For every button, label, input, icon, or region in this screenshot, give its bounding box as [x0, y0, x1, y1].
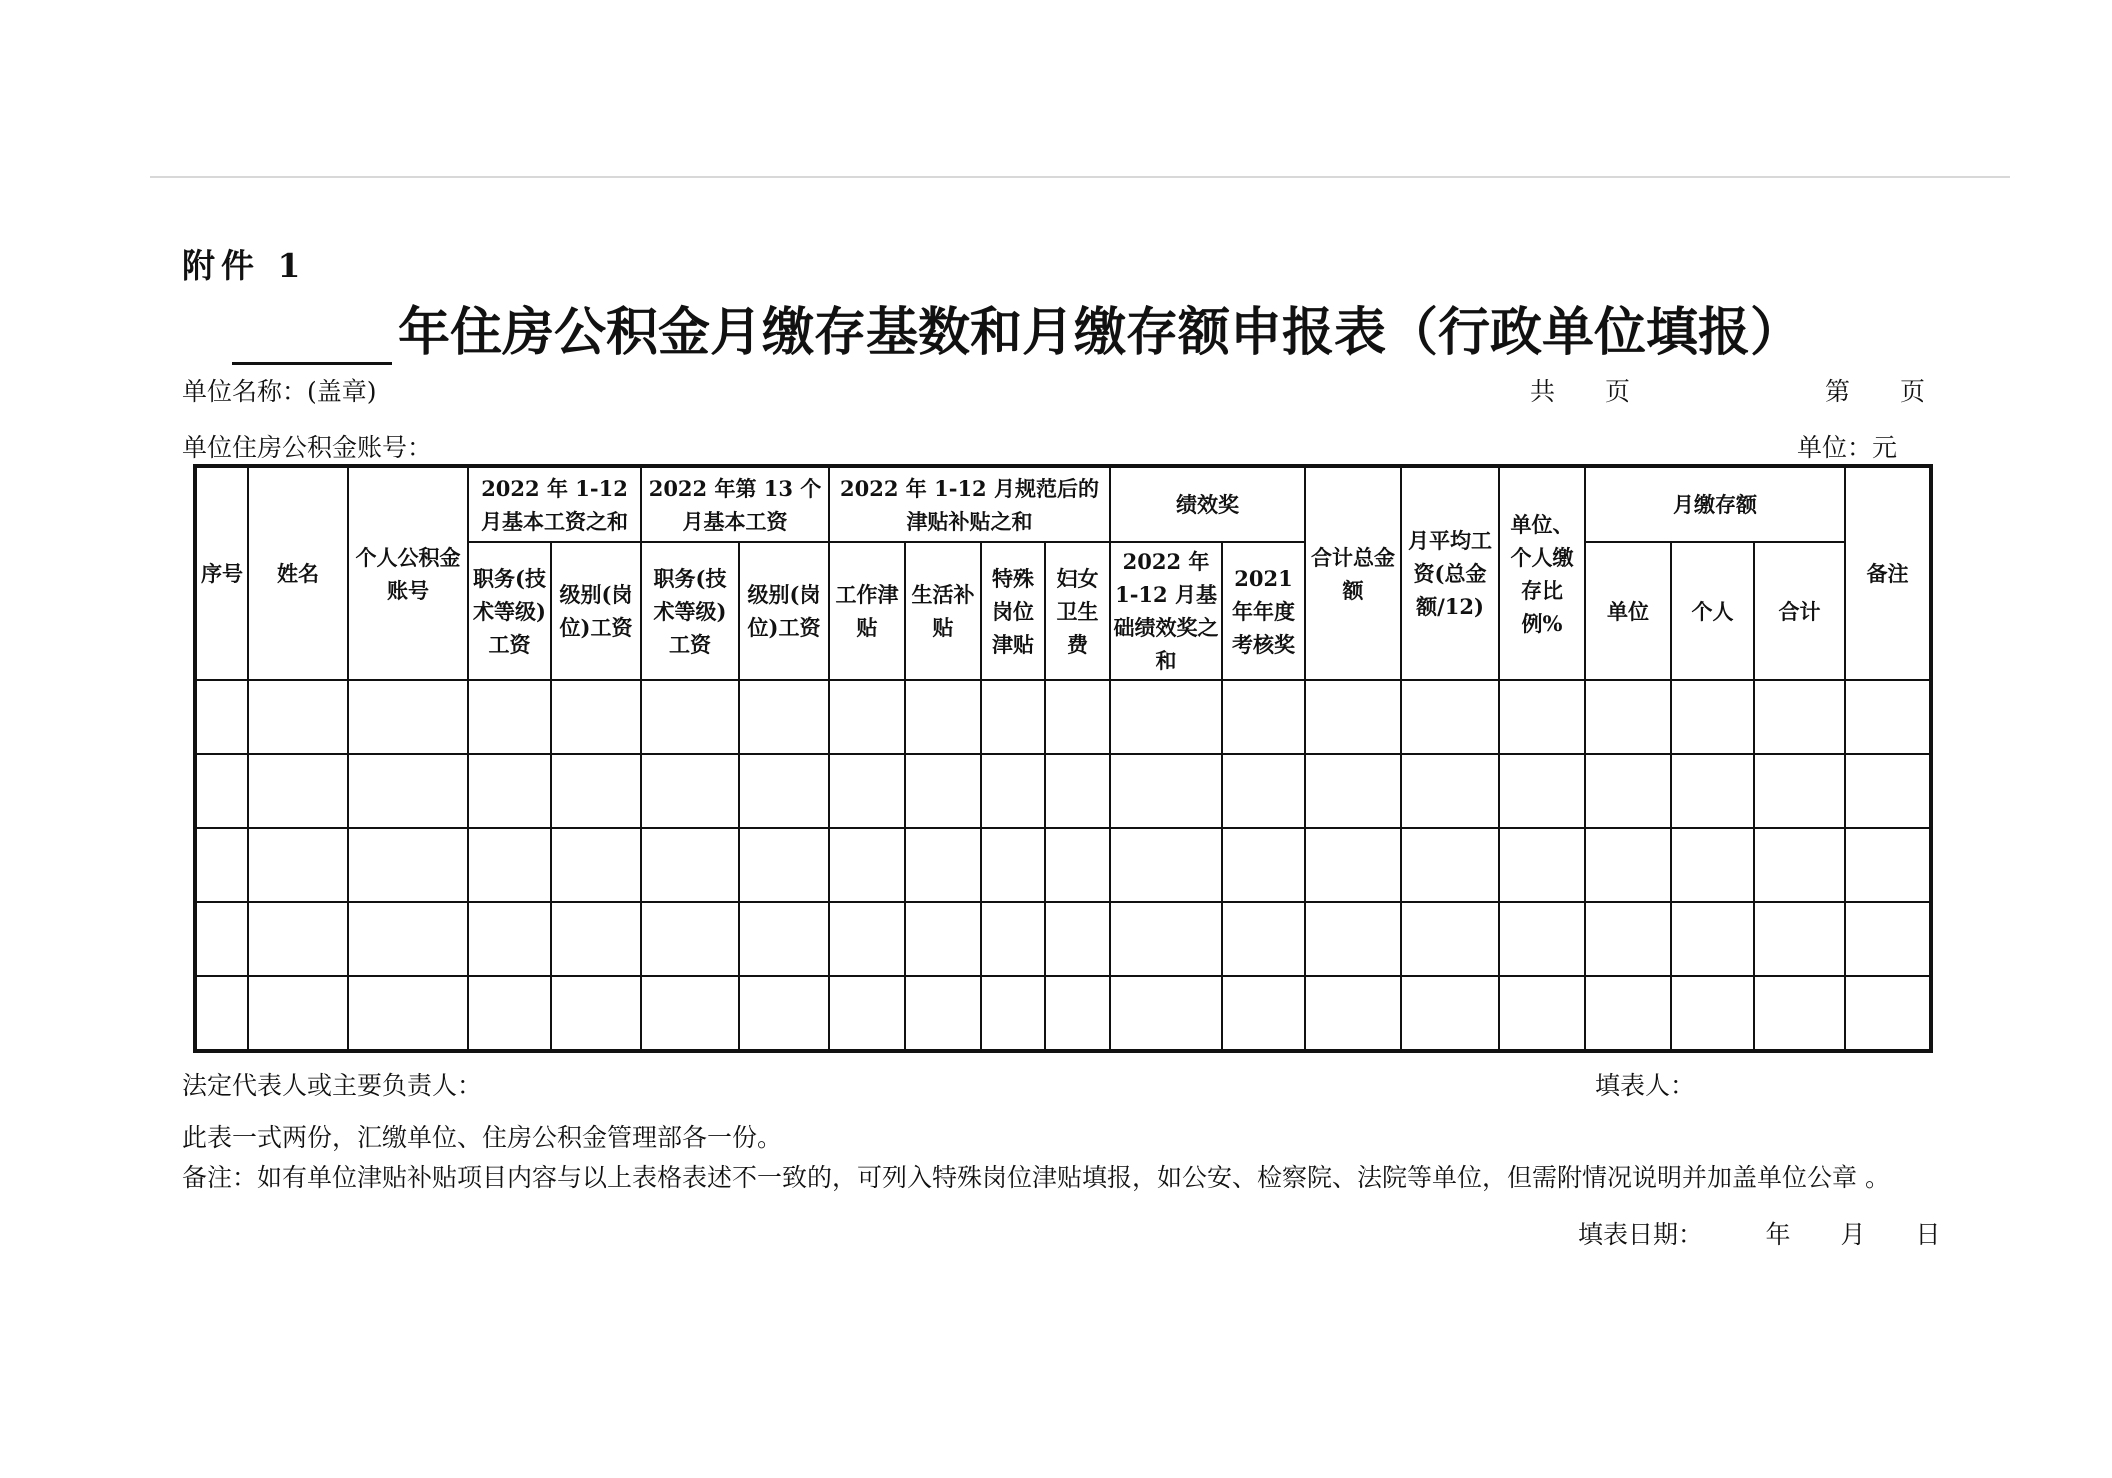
table-cell[interactable] — [981, 754, 1045, 828]
table-cell[interactable] — [1585, 680, 1671, 754]
header-allowances-group: 2022 年 1-12 月规范后的津贴补贴之和 — [829, 466, 1110, 542]
header-deposit-personal: 个人 — [1671, 542, 1754, 680]
table-cell[interactable] — [1305, 902, 1401, 976]
table-cell[interactable] — [1585, 828, 1671, 902]
table-cell[interactable] — [829, 828, 905, 902]
header-deposit-total: 合计 — [1754, 542, 1845, 680]
table-cell[interactable] — [348, 754, 468, 828]
table-cell[interactable] — [905, 754, 981, 828]
header-living-allowance: 生活补贴 — [905, 542, 981, 680]
table-cell[interactable] — [195, 754, 248, 828]
table-cell[interactable] — [1045, 680, 1110, 754]
table-cell[interactable] — [1754, 828, 1845, 902]
table-cell[interactable] — [1222, 828, 1305, 902]
table-cell[interactable] — [551, 976, 641, 1051]
table-cell[interactable] — [829, 976, 905, 1051]
header-13th-grade-salary: 级别(岗位)工资 — [739, 542, 829, 680]
table-cell[interactable] — [551, 754, 641, 828]
header-deposit-unit: 单位 — [1585, 542, 1671, 680]
table-cell[interactable] — [739, 828, 829, 902]
table-cell[interactable] — [905, 976, 981, 1051]
table-cell[interactable] — [1585, 902, 1671, 976]
table-cell[interactable] — [1671, 828, 1754, 902]
header-basic-bonus: 2022 年 1-12 月基础绩效奖之和 — [1110, 542, 1222, 680]
table-cell[interactable] — [1845, 680, 1931, 754]
table-cell[interactable] — [1110, 680, 1222, 754]
header-remarks: 备注 — [1845, 466, 1931, 680]
header-13th-position-salary: 职务(技术等级)工资 — [641, 542, 739, 680]
table-cell[interactable] — [1401, 976, 1499, 1051]
header-deposit-ratio: 单位、个人缴存比例% — [1499, 466, 1585, 680]
table-cell[interactable] — [1305, 680, 1401, 754]
table-cell[interactable] — [348, 976, 468, 1051]
table-cell[interactable] — [1401, 828, 1499, 902]
table-cell[interactable] — [1305, 828, 1401, 902]
table-cell[interactable] — [1754, 680, 1845, 754]
table-cell[interactable] — [1045, 828, 1110, 902]
remark-note: 备注：如有单位津贴补贴项目内容与以上表格表述不一致的，可列入特殊岗位津贴填报，如公安、检察院、法院等单位，但需附情况说明并加盖单位公章 。 — [182, 1163, 1890, 1192]
table-row — [195, 754, 1931, 828]
table-cell[interactable] — [348, 680, 468, 754]
table-cell[interactable] — [1845, 754, 1931, 828]
table-cell[interactable] — [1110, 902, 1222, 976]
table-cell[interactable] — [1754, 902, 1845, 976]
table-cell[interactable] — [1110, 754, 1222, 828]
table-cell[interactable] — [1499, 976, 1585, 1051]
table-cell[interactable] — [829, 902, 905, 976]
table-body — [195, 680, 1931, 1051]
header-women-health-fee: 妇女卫生费 — [1045, 542, 1110, 680]
table-cell[interactable] — [1754, 754, 1845, 828]
table-row — [195, 902, 1931, 976]
top-scan-rule — [150, 176, 2010, 178]
table-cell[interactable] — [739, 754, 829, 828]
table-cell[interactable] — [905, 680, 981, 754]
table-cell[interactable] — [981, 680, 1045, 754]
table-cell[interactable] — [551, 828, 641, 902]
table-cell[interactable] — [1754, 976, 1845, 1051]
table-cell[interactable] — [1110, 828, 1222, 902]
table-cell[interactable] — [1110, 976, 1222, 1051]
table-cell[interactable] — [1585, 754, 1671, 828]
table-cell[interactable] — [1845, 976, 1931, 1051]
table-cell[interactable] — [195, 902, 248, 976]
table-cell[interactable] — [1671, 976, 1754, 1051]
table-cell[interactable] — [1045, 902, 1110, 976]
table-cell[interactable] — [905, 828, 981, 902]
table-cell[interactable] — [641, 754, 739, 828]
table-cell[interactable] — [1845, 828, 1931, 902]
header-special-post-allowance: 特殊岗位津贴 — [981, 542, 1045, 680]
form-title — [232, 290, 1802, 365]
table-cell[interactable] — [348, 902, 468, 976]
table-cell[interactable] — [1401, 902, 1499, 976]
table-cell[interactable] — [551, 680, 641, 754]
table-cell[interactable] — [468, 754, 551, 828]
total-pages-label: 共 页 — [1530, 377, 1631, 406]
table-cell[interactable] — [468, 902, 551, 976]
table-cell[interactable] — [1499, 754, 1585, 828]
header-name: 姓名 — [248, 466, 348, 680]
table-cell[interactable] — [1222, 680, 1305, 754]
header-13th-salary-group: 2022 年第 13 个月基本工资 — [641, 466, 829, 542]
header-seq: 序号 — [195, 466, 248, 680]
table-cell[interactable] — [1671, 754, 1754, 828]
table-cell[interactable] — [981, 828, 1045, 902]
header-monthly-deposit-group: 月缴存额 — [1585, 466, 1845, 542]
unit-name-label: 单位名称：(盖章) — [182, 377, 377, 406]
table-cell[interactable] — [348, 828, 468, 902]
table-cell[interactable] — [1305, 754, 1401, 828]
copies-note: 此表一式两份，汇缴单位、住房公积金管理部各一份。 — [182, 1123, 783, 1152]
table-cell[interactable] — [248, 680, 348, 754]
header-monthly-average: 月平均工资(总金额/12) — [1401, 466, 1499, 680]
table-cell[interactable] — [468, 976, 551, 1051]
table-cell[interactable] — [248, 828, 348, 902]
header-total-amount: 合计总金额 — [1305, 466, 1401, 680]
table-cell[interactable] — [248, 754, 348, 828]
table-row — [195, 828, 1931, 902]
table-cell[interactable] — [195, 680, 248, 754]
table-cell[interactable] — [1401, 754, 1499, 828]
table-cell[interactable] — [981, 902, 1045, 976]
header-work-allowance: 工作津贴 — [829, 542, 905, 680]
table-cell[interactable] — [1045, 976, 1110, 1051]
declaration-table — [193, 464, 1933, 1053]
table-cell[interactable] — [1671, 902, 1754, 976]
table-cell[interactable] — [739, 902, 829, 976]
table-row — [195, 680, 1931, 754]
header-bonus-group: 绩效奖 — [1110, 466, 1305, 542]
table-cell[interactable] — [829, 680, 905, 754]
currency-unit-label: 单位：元 — [1797, 433, 1898, 462]
header-grade-salary: 级别(岗位)工资 — [551, 542, 641, 680]
table-cell[interactable] — [248, 902, 348, 976]
table-cell[interactable] — [1845, 902, 1931, 976]
year-blank — [232, 310, 392, 365]
table-cell[interactable] — [641, 680, 739, 754]
table-cell[interactable] — [739, 680, 829, 754]
table-cell[interactable] — [1499, 902, 1585, 976]
table-cell[interactable] — [468, 828, 551, 902]
table-cell[interactable] — [195, 828, 248, 902]
table-cell[interactable] — [1305, 976, 1401, 1051]
legal-representative-label: 法定代表人或主要负责人： — [182, 1071, 483, 1100]
header-position-salary: 职务(技术等级)工资 — [468, 542, 551, 680]
account-number-label: 单位住房公积金账号： — [182, 433, 433, 462]
table-cell[interactable] — [195, 976, 248, 1051]
table-cell[interactable] — [1222, 902, 1305, 976]
header-personal-account: 个人公积金账号 — [348, 466, 468, 680]
table-cell[interactable] — [641, 902, 739, 976]
table-cell[interactable] — [1585, 976, 1671, 1051]
table-cell[interactable] — [1401, 680, 1499, 754]
table-cell[interactable] — [1671, 680, 1754, 754]
table-cell[interactable] — [1499, 680, 1585, 754]
table-row — [195, 976, 1931, 1051]
table-cell[interactable] — [905, 902, 981, 976]
table-cell[interactable] — [641, 976, 739, 1051]
table-cell[interactable] — [1045, 754, 1110, 828]
table-cell[interactable] — [468, 680, 551, 754]
table-cell[interactable] — [1499, 828, 1585, 902]
header-basic-salary-group: 2022 年 1-12 月基本工资之和 — [468, 466, 641, 542]
table-cell[interactable] — [1222, 976, 1305, 1051]
form-title-text: 年住房公积金月缴存基数和月缴存额申报表（行政单位填报） — [398, 302, 1803, 363]
table-cell[interactable] — [829, 754, 905, 828]
page-number-label: 第 页 — [1825, 377, 1926, 406]
table-cell[interactable] — [739, 976, 829, 1051]
fill-date-label: 填表日期： 年 月 日 — [1578, 1220, 1941, 1249]
table-cell[interactable] — [981, 976, 1045, 1051]
attachment-label: 附件 1 — [182, 246, 307, 285]
table-cell[interactable] — [1222, 754, 1305, 828]
filler-label: 填表人： — [1595, 1071, 1696, 1100]
table-cell[interactable] — [248, 976, 348, 1051]
table-cell[interactable] — [551, 902, 641, 976]
table-cell[interactable] — [641, 828, 739, 902]
header-annual-bonus: 2021 年年度考核奖 — [1222, 542, 1305, 680]
